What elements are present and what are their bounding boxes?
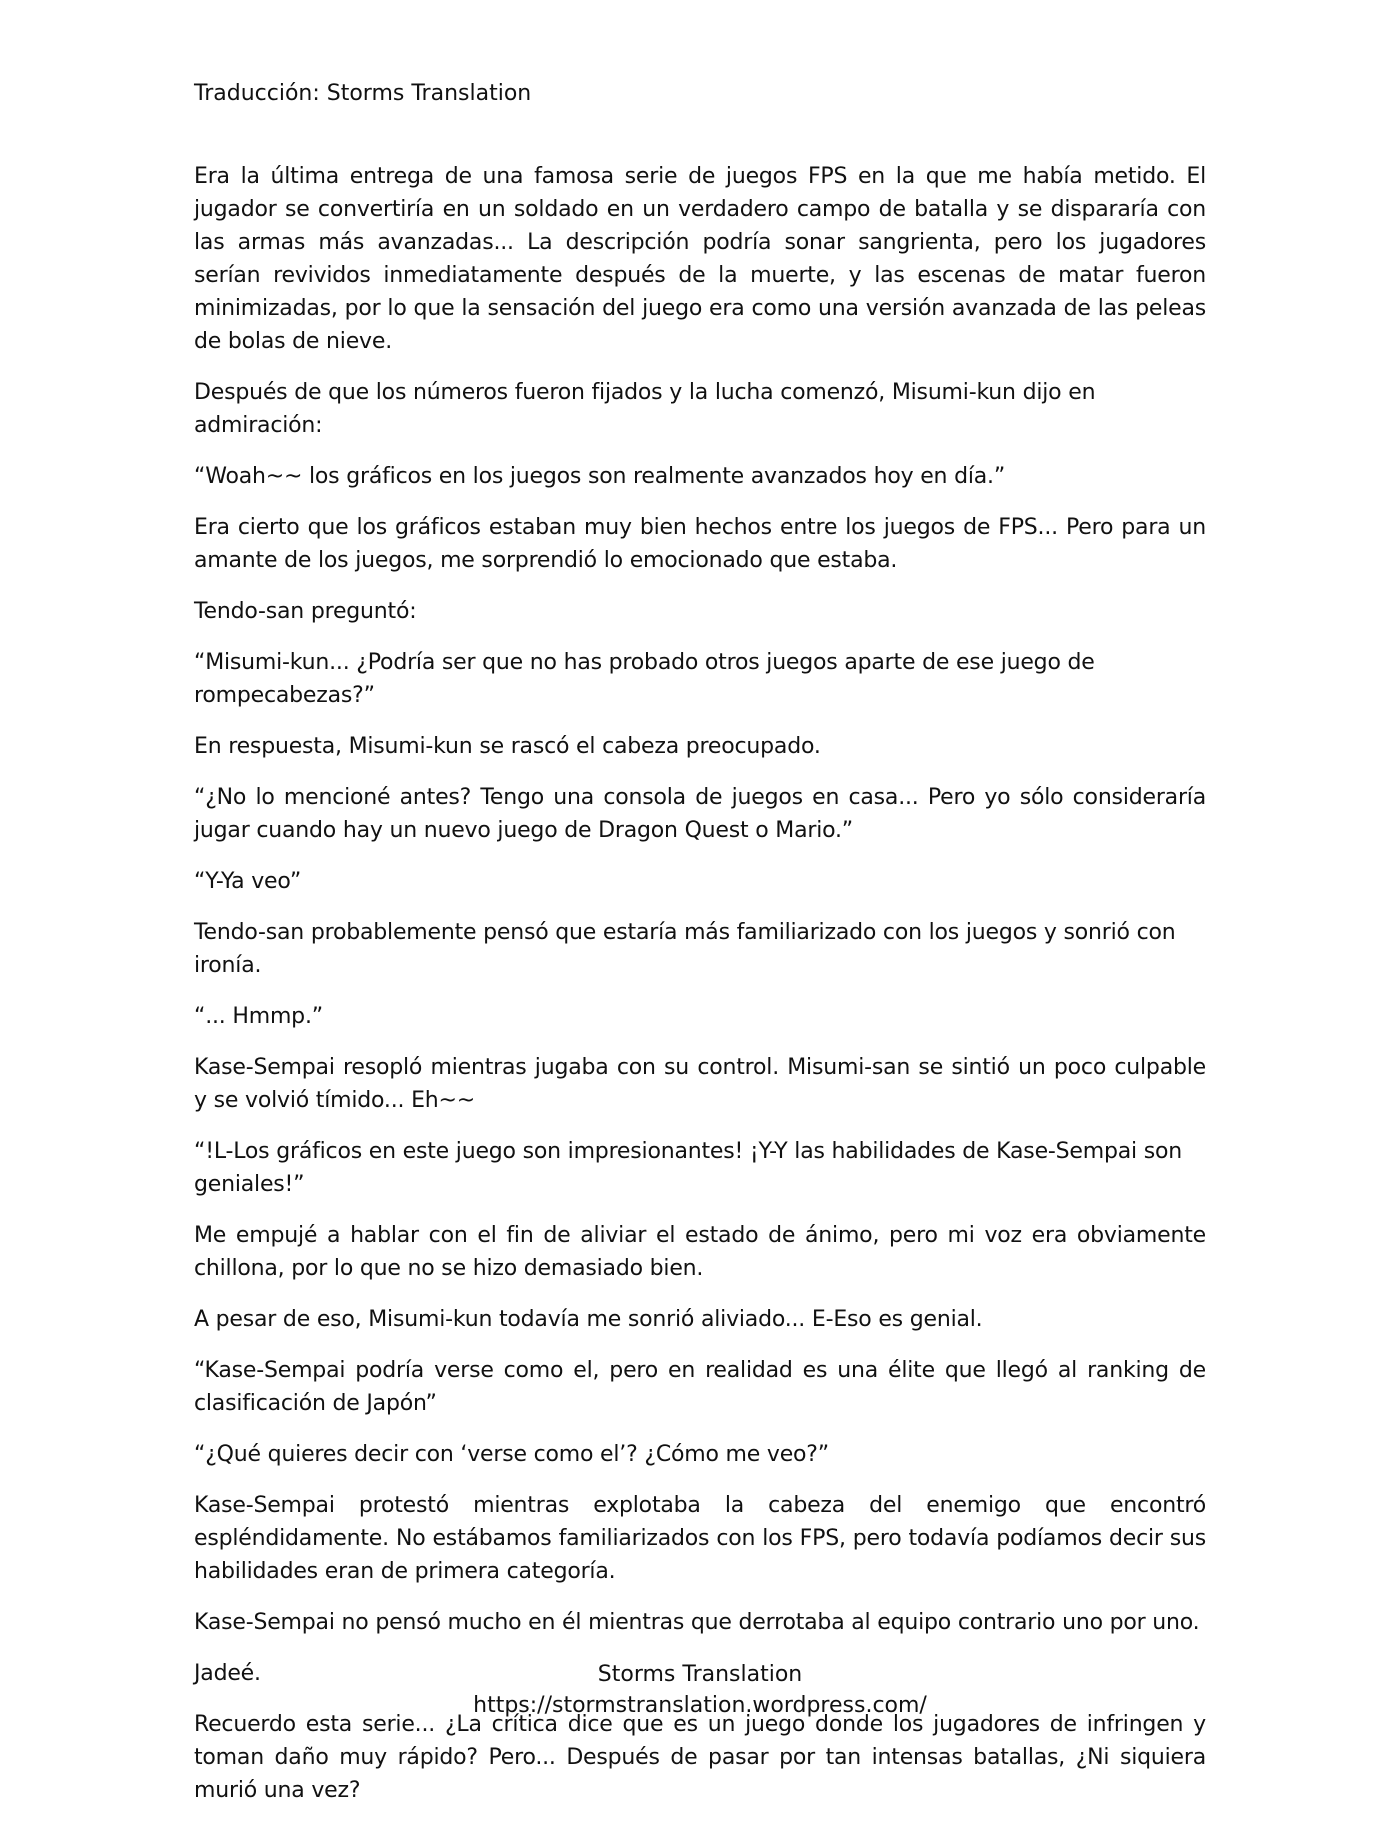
paragraph: “Woah~~ los gráficos en los juegos son realmente avanzados hoy en día.”	[194, 464, 1006, 489]
paragraph: Kase-Sempai protestó mientras explotaba la cabeza del enemigo que encontró espléndidamente. No estábamos familiarizados con los FPS, pero todavía podíamos decir sus habilidades eran de primera categoría.	[194, 1493, 1206, 1584]
paragraph: “¿Qué quieres decir con ‘verse como el’? ¿Cómo me veo?”	[194, 1442, 829, 1467]
paragraph: Kase-Sempai resopló mientras jugaba con su control. Misumi-san se sintió un poco culpable y se volvió tímido... Eh~~	[194, 1055, 1206, 1113]
paragraph: En respuesta, Misumi-kun se rascó el cabeza preocupado.	[194, 734, 821, 759]
paragraph: Era cierto que los gráficos estaban muy bien hechos entre los juegos de FPS... Pero para un amante de los juegos, me sorprendió lo emocionado que estaba.	[194, 515, 1206, 573]
footer-site-name: Storms Translation	[597, 1662, 803, 1687]
paragraph: “Misumi-kun... ¿Podría ser que no has probado otros juegos aparte de ese juego de rompecabezas?”	[194, 650, 1095, 708]
paragraph: Kase-Sempai no pensó mucho en él mientras que derrotaba al equipo contrario uno por uno.	[194, 1610, 1200, 1635]
paragraph: Era la última entrega de una famosa serie de juegos FPS en la que me había metido. El jugador se convertiría en un soldado en un verdadero campo de batalla y se dispararía con las armas más avanzadas... La descripción podría sonar sangrienta, pero los jugadores serían revividos inmediatamente después de la muerte, y las escenas de matar fueron minimizadas, por lo que la sensación del juego era como una versión avanzada de las peleas de bolas de nieve.	[194, 164, 1206, 354]
paragraph: “Y-Ya veo”	[194, 869, 302, 894]
paragraph: Me empujé a hablar con el fin de aliviar el estado de ánimo, pero mi voz era obviamente chillona, por lo que no se hizo demasiado bien.	[194, 1223, 1206, 1281]
paragraph: Recuerdo esta serie... ¿La crítica dice que es un juego donde los jugadores de infringen y toman daño muy rápido? Pero... Después de pasar por tan intensas batallas, ¿Ni siquiera murió una vez?	[194, 1712, 1206, 1803]
translation-credit: Traducción: Storms Translation	[194, 81, 532, 106]
paragraph: Tendo-san preguntó:	[194, 599, 417, 624]
paragraph: Tendo-san probablemente pensó que estaría más familiarizado con los juegos y sonrió con ironía.	[194, 920, 1176, 978]
paragraph: “¿No lo mencioné antes? Tengo una consola de juegos en casa... Pero yo sólo consideraría jugar cuando hay un nuevo juego de Dragon Quest o Mario.”	[194, 785, 1206, 843]
paragraph: “... Hmmp.”	[194, 1004, 323, 1029]
paragraph: Después de que los números fueron fijados y la lucha comenzó, Misumi-kun dijo en admiración:	[194, 380, 1096, 438]
document-body	[194, 160, 1206, 1825]
paragraph: “!L-Los gráficos en este juego son impresionantes! ¡Y-Y las habilidades de Kase-Sempai son geniales!”	[194, 1139, 1182, 1197]
footer-url: https://stormstranslation.wordpress.com/	[473, 1693, 927, 1718]
page-footer	[0, 1659, 1400, 1721]
paragraph: Jadeé.	[194, 1661, 261, 1686]
paragraph: A pesar de eso, Misumi-kun todavía me sonrió aliviado... E-Eso es genial.	[194, 1307, 983, 1332]
paragraph: “Kase-Sempai podría verse como el, pero en realidad es una élite que llegó al ranking de clasificación de Japón”	[194, 1358, 1206, 1416]
